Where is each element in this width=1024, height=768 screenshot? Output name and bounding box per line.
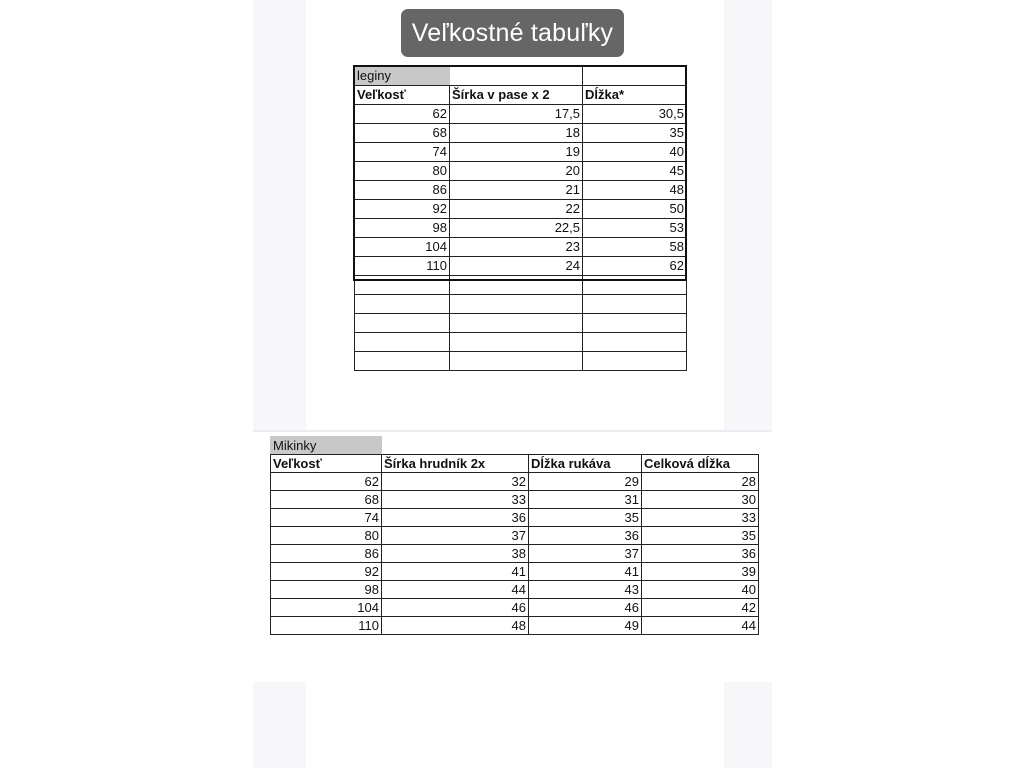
table-row bbox=[355, 238, 687, 257]
leginy-header-waist: Šírka v pase x 2 bbox=[450, 86, 583, 105]
blank-cell bbox=[529, 437, 642, 455]
empty-row bbox=[355, 352, 687, 371]
table-cell: 74 bbox=[271, 509, 382, 527]
table-cell: 58 bbox=[583, 238, 687, 257]
mikinky-header-sleeve: Dĺžka rukáva bbox=[529, 455, 642, 473]
table-cell: 62 bbox=[271, 473, 382, 491]
sheet-bottom bbox=[306, 682, 724, 768]
blank-cell bbox=[583, 352, 687, 371]
blank-cell bbox=[450, 295, 583, 314]
table-cell: 37 bbox=[529, 545, 642, 563]
table-row bbox=[271, 527, 759, 545]
table-row bbox=[355, 257, 687, 276]
table-cell: 36 bbox=[642, 545, 759, 563]
table-row bbox=[271, 473, 759, 491]
table-cell: 23 bbox=[450, 238, 583, 257]
table-row bbox=[271, 617, 759, 635]
table-cell: 32 bbox=[382, 473, 529, 491]
table-row bbox=[271, 491, 759, 509]
table-cell: 80 bbox=[271, 527, 382, 545]
table-row bbox=[271, 563, 759, 581]
table-cell: 28 bbox=[642, 473, 759, 491]
table-row bbox=[355, 143, 687, 162]
table-cell: 33 bbox=[642, 509, 759, 527]
table-cell: 22 bbox=[450, 200, 583, 219]
blank-cell bbox=[583, 295, 687, 314]
empty-row bbox=[355, 276, 687, 295]
empty-row bbox=[355, 314, 687, 333]
table-cell: 42 bbox=[642, 599, 759, 617]
leginy-size-table bbox=[354, 66, 687, 371]
table-row bbox=[355, 200, 687, 219]
table-cell: 39 bbox=[642, 563, 759, 581]
empty-row bbox=[355, 295, 687, 314]
blank-cell bbox=[355, 295, 450, 314]
blank-cell bbox=[450, 333, 583, 352]
table-cell: 92 bbox=[271, 563, 382, 581]
table-cell: 41 bbox=[529, 563, 642, 581]
table-cell: 36 bbox=[529, 527, 642, 545]
table-cell: 46 bbox=[529, 599, 642, 617]
table-cell: 37 bbox=[382, 527, 529, 545]
table-cell: 53 bbox=[583, 219, 687, 238]
table-row bbox=[355, 219, 687, 238]
table-cell: 40 bbox=[642, 581, 759, 599]
table-cell: 31 bbox=[529, 491, 642, 509]
table-cell: 35 bbox=[529, 509, 642, 527]
blank-cell bbox=[382, 437, 529, 455]
table-cell: 29 bbox=[529, 473, 642, 491]
table-cell: 62 bbox=[355, 105, 450, 124]
blank-cell bbox=[583, 67, 687, 86]
blank-cell bbox=[450, 314, 583, 333]
table-cell: 24 bbox=[450, 257, 583, 276]
blank-cell bbox=[450, 67, 583, 86]
blank-cell bbox=[583, 276, 687, 295]
leginy-section-label: leginy bbox=[355, 67, 450, 86]
empty-row bbox=[355, 333, 687, 352]
table-cell: 43 bbox=[529, 581, 642, 599]
table-cell: 50 bbox=[583, 200, 687, 219]
mikinky-header-total-length: Celková dĺžka bbox=[642, 455, 759, 473]
table-cell: 40 bbox=[583, 143, 687, 162]
table-cell: 74 bbox=[355, 143, 450, 162]
blank-cell bbox=[450, 276, 583, 295]
blank-cell bbox=[355, 276, 450, 295]
table-row bbox=[271, 581, 759, 599]
table-cell: 46 bbox=[382, 599, 529, 617]
table-cell: 17,5 bbox=[450, 105, 583, 124]
table-cell: 48 bbox=[382, 617, 529, 635]
table-cell: 98 bbox=[271, 581, 382, 599]
table-cell: 62 bbox=[583, 257, 687, 276]
leginy-header-size: Veľkosť bbox=[355, 86, 450, 105]
table-cell: 30 bbox=[642, 491, 759, 509]
table-cell: 19 bbox=[450, 143, 583, 162]
table-cell: 80 bbox=[355, 162, 450, 181]
table-cell: 41 bbox=[382, 563, 529, 581]
mikinky-header-chest: Šírka hrudník 2x bbox=[382, 455, 529, 473]
table-cell: 36 bbox=[382, 509, 529, 527]
blank-cell bbox=[583, 314, 687, 333]
table-cell: 104 bbox=[355, 238, 450, 257]
table-cell: 98 bbox=[355, 219, 450, 238]
table-row bbox=[271, 599, 759, 617]
table-cell: 21 bbox=[450, 181, 583, 200]
mikinky-header-size: Veľkosť bbox=[271, 455, 382, 473]
table-cell: 35 bbox=[642, 527, 759, 545]
table-cell: 38 bbox=[382, 545, 529, 563]
blank-cell bbox=[642, 437, 759, 455]
table-cell: 86 bbox=[355, 181, 450, 200]
blank-cell bbox=[450, 352, 583, 371]
table-cell: 110 bbox=[271, 617, 382, 635]
mikinky-section-label: Mikinky bbox=[271, 437, 382, 455]
mikinky-size-table bbox=[270, 436, 759, 635]
table-cell: 22,5 bbox=[450, 219, 583, 238]
table-cell: 68 bbox=[355, 124, 450, 143]
blank-cell bbox=[355, 333, 450, 352]
table-cell: 48 bbox=[583, 181, 687, 200]
table-row bbox=[355, 124, 687, 143]
table-row bbox=[355, 181, 687, 200]
table-cell: 33 bbox=[382, 491, 529, 509]
table-cell: 49 bbox=[529, 617, 642, 635]
table-row bbox=[355, 105, 687, 124]
table-row bbox=[271, 545, 759, 563]
page-title: Veľkostné tabuľky bbox=[401, 9, 624, 57]
blank-cell bbox=[355, 352, 450, 371]
table-cell: 110 bbox=[355, 257, 450, 276]
table-cell: 86 bbox=[271, 545, 382, 563]
table-cell: 68 bbox=[271, 491, 382, 509]
table-cell: 18 bbox=[450, 124, 583, 143]
table-cell: 35 bbox=[583, 124, 687, 143]
table-row bbox=[355, 162, 687, 181]
table-cell: 30,5 bbox=[583, 105, 687, 124]
table-cell: 92 bbox=[355, 200, 450, 219]
table-cell: 44 bbox=[382, 581, 529, 599]
table-cell: 20 bbox=[450, 162, 583, 181]
table-cell: 45 bbox=[583, 162, 687, 181]
leginy-header-length: Dĺžka* bbox=[583, 86, 687, 105]
blank-cell bbox=[583, 333, 687, 352]
table-row bbox=[271, 509, 759, 527]
table-cell: 44 bbox=[642, 617, 759, 635]
table-cell: 104 bbox=[271, 599, 382, 617]
blank-cell bbox=[355, 314, 450, 333]
